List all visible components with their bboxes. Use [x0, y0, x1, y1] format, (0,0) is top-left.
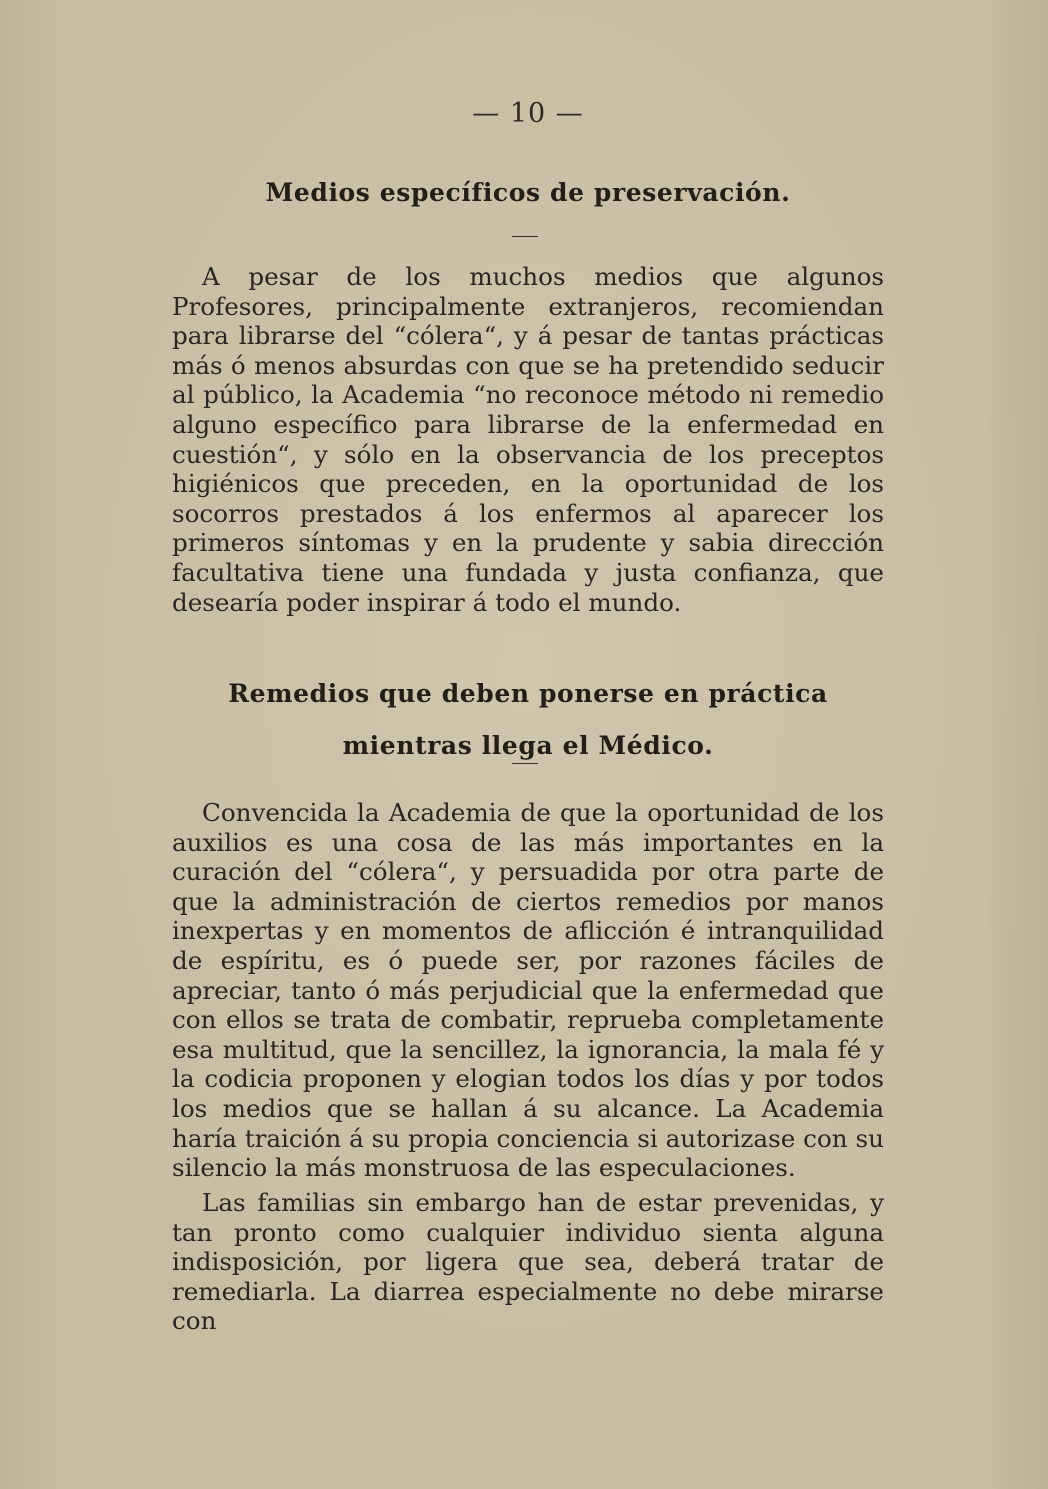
paragraph-remedies-1: Convencida la Academia de que la oportunidad de los auxilios es una cosa de las más importantes en la curación del “cólera“, y persuadida por otra parte de que la administración de ciertos remedios por manos inexpertas y en momentos de aflicción é intranquilidad de espíritu, es ó puede ser, por razones fáciles de apreciar, tanto ó más perjudicial que la enfermedad que con ellos se trata de combatir, reprueba completamente esa multitud, que la sencillez, la ignorancia, la mala fé y la codicia proponen y elogian todos los días y por todos los medios que se hallan á su alcance. La Academia haría traición á su propia conciencia si autorizase con su silencio la más monstruosa de las especulaciones.: [172, 798, 884, 1183]
section-divider: [512, 236, 538, 237]
paragraph-preservation: A pesar de los muchos medios que algunos Profesores, principalmente extranjeros, recomiendan para librarse del “cólera“, y á pesar de tantas prácticas más ó menos absurdas con que se ha pretendido seducir al público, la Academia “no reconoce método ni remedio alguno específico para librarse de la enfermedad en cuestión“, y sólo en la observancia de los preceptos higiénicos que preceden, en la oportunidad de los socorros prestados á los enfermos al aparecer los primeros síntomas y en la prudente y sabia dirección facultativa tiene una fundada y justa confianza, que desearía poder inspirar á todo el mundo.: [172, 262, 884, 617]
section-divider: [512, 763, 538, 764]
page-number: — 10 —: [472, 98, 584, 129]
heading-line-1: Remedios que deben ponerse en práctica: [228, 679, 828, 708]
section-heading-preservation: Medios específicos de preservación.: [265, 178, 791, 207]
heading-line-2: mientras llega el Médico.: [342, 731, 714, 760]
paragraph-remedies-2: Las familias sin embargo han de estar prevenidas, y tan pronto como cualquier individuo sienta alguna indisposición, por ligera que sea, deberá tratar de remediarla. La diarrea especialmente no debe mirarse con: [172, 1188, 884, 1336]
section-heading-remedies: [172, 668, 884, 772]
